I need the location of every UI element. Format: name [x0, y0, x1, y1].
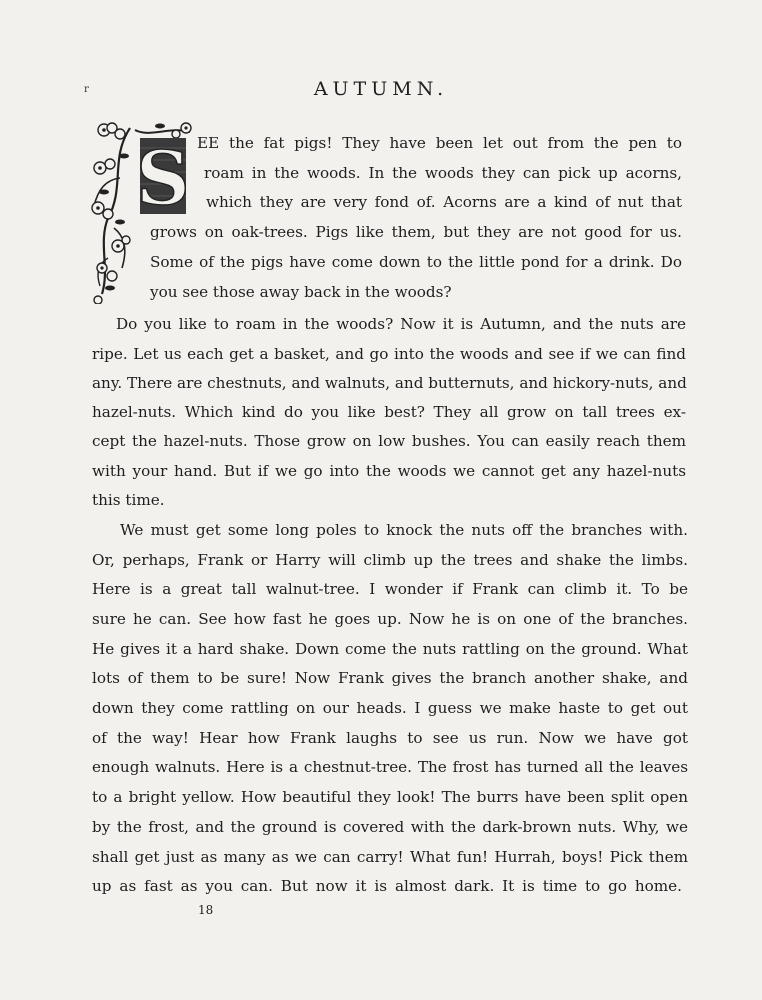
text-line: any. There are chestnuts, and walnuts, and butternuts, and hickory-nuts, and	[92, 374, 687, 392]
text-line: roam in the woods. In the woods they can pick up acorns,	[204, 164, 682, 182]
text-line: shall get just as many as we can carry! What fun! Hurrah, boys! Pick them	[92, 848, 688, 866]
drop-cap-letter: S	[136, 136, 190, 222]
text-line: grows on oak-trees. Pigs like them, but they are not good for us.	[150, 223, 682, 241]
text-line: sure he can. See how fast he goes up. Now he is on one of the branches.	[92, 610, 688, 628]
text-line: Here is a great tall walnut-tree. I wonder if Frank can climb it. To be	[92, 580, 688, 598]
text-line: EE the fat pigs! They have been let out from the pen to	[197, 134, 682, 152]
floral-vine-illustration	[90, 118, 194, 304]
text-line: this time.	[92, 491, 165, 509]
text-line: enough walnuts. Here is a chestnut-tree. The frost has turned all the leaves	[92, 758, 688, 776]
text-line: lots of them to be sure! Now Frank gives the branch another shake, and	[92, 669, 688, 687]
decorated-drop-cap	[90, 118, 194, 304]
text-line: to a bright yellow. How beautiful they look! The burrs have been split open	[92, 788, 688, 806]
text-line: by the frost, and the ground is covered with the dark-brown nuts. Why, we	[92, 818, 688, 836]
text-line: Some of the pigs have come down to the little pond for a drink. Do	[150, 253, 682, 271]
page-title: AUTUMN.	[313, 78, 449, 100]
text-line: He gives it a hard shake. Down come the nuts rattling on the ground. What	[92, 640, 688, 658]
text-line: with your hand. But if we go into the woods we cannot get any hazel-nuts	[92, 462, 686, 480]
text-line: ripe. Let us each get a basket, and go into the woods and see if we can find	[92, 345, 686, 363]
text-line: cept the hazel-nuts. Those grow on low bushes. You can easily reach them	[92, 432, 686, 450]
text-line: down they come rattling on our heads. I guess we make haste to get out	[92, 699, 688, 717]
text-line: you see those away back in the woods?	[150, 283, 452, 301]
text-line: of the way! Hear how Frank laughs to see us run. Now we have got	[92, 729, 688, 747]
text-line: We must get some long poles to knock the nuts off the branches with.	[120, 521, 688, 539]
page-number: 18	[198, 903, 214, 917]
text-line: up as fast as you can. But now it is almost dark. It is time to go home.	[92, 877, 682, 895]
text-line: Do you like to roam in the woods? Now it is Autumn, and the nuts are	[116, 315, 686, 333]
stray-mark: r	[84, 84, 89, 95]
text-line: Or, perhaps, Frank or Harry will climb up the trees and shake the limbs.	[92, 551, 688, 569]
text-line: hazel-nuts. Which kind do you like best? They all grow on tall trees ex-	[92, 403, 686, 421]
text-line: which they are very fond of. Acorns are a kind of nut that	[206, 193, 682, 211]
